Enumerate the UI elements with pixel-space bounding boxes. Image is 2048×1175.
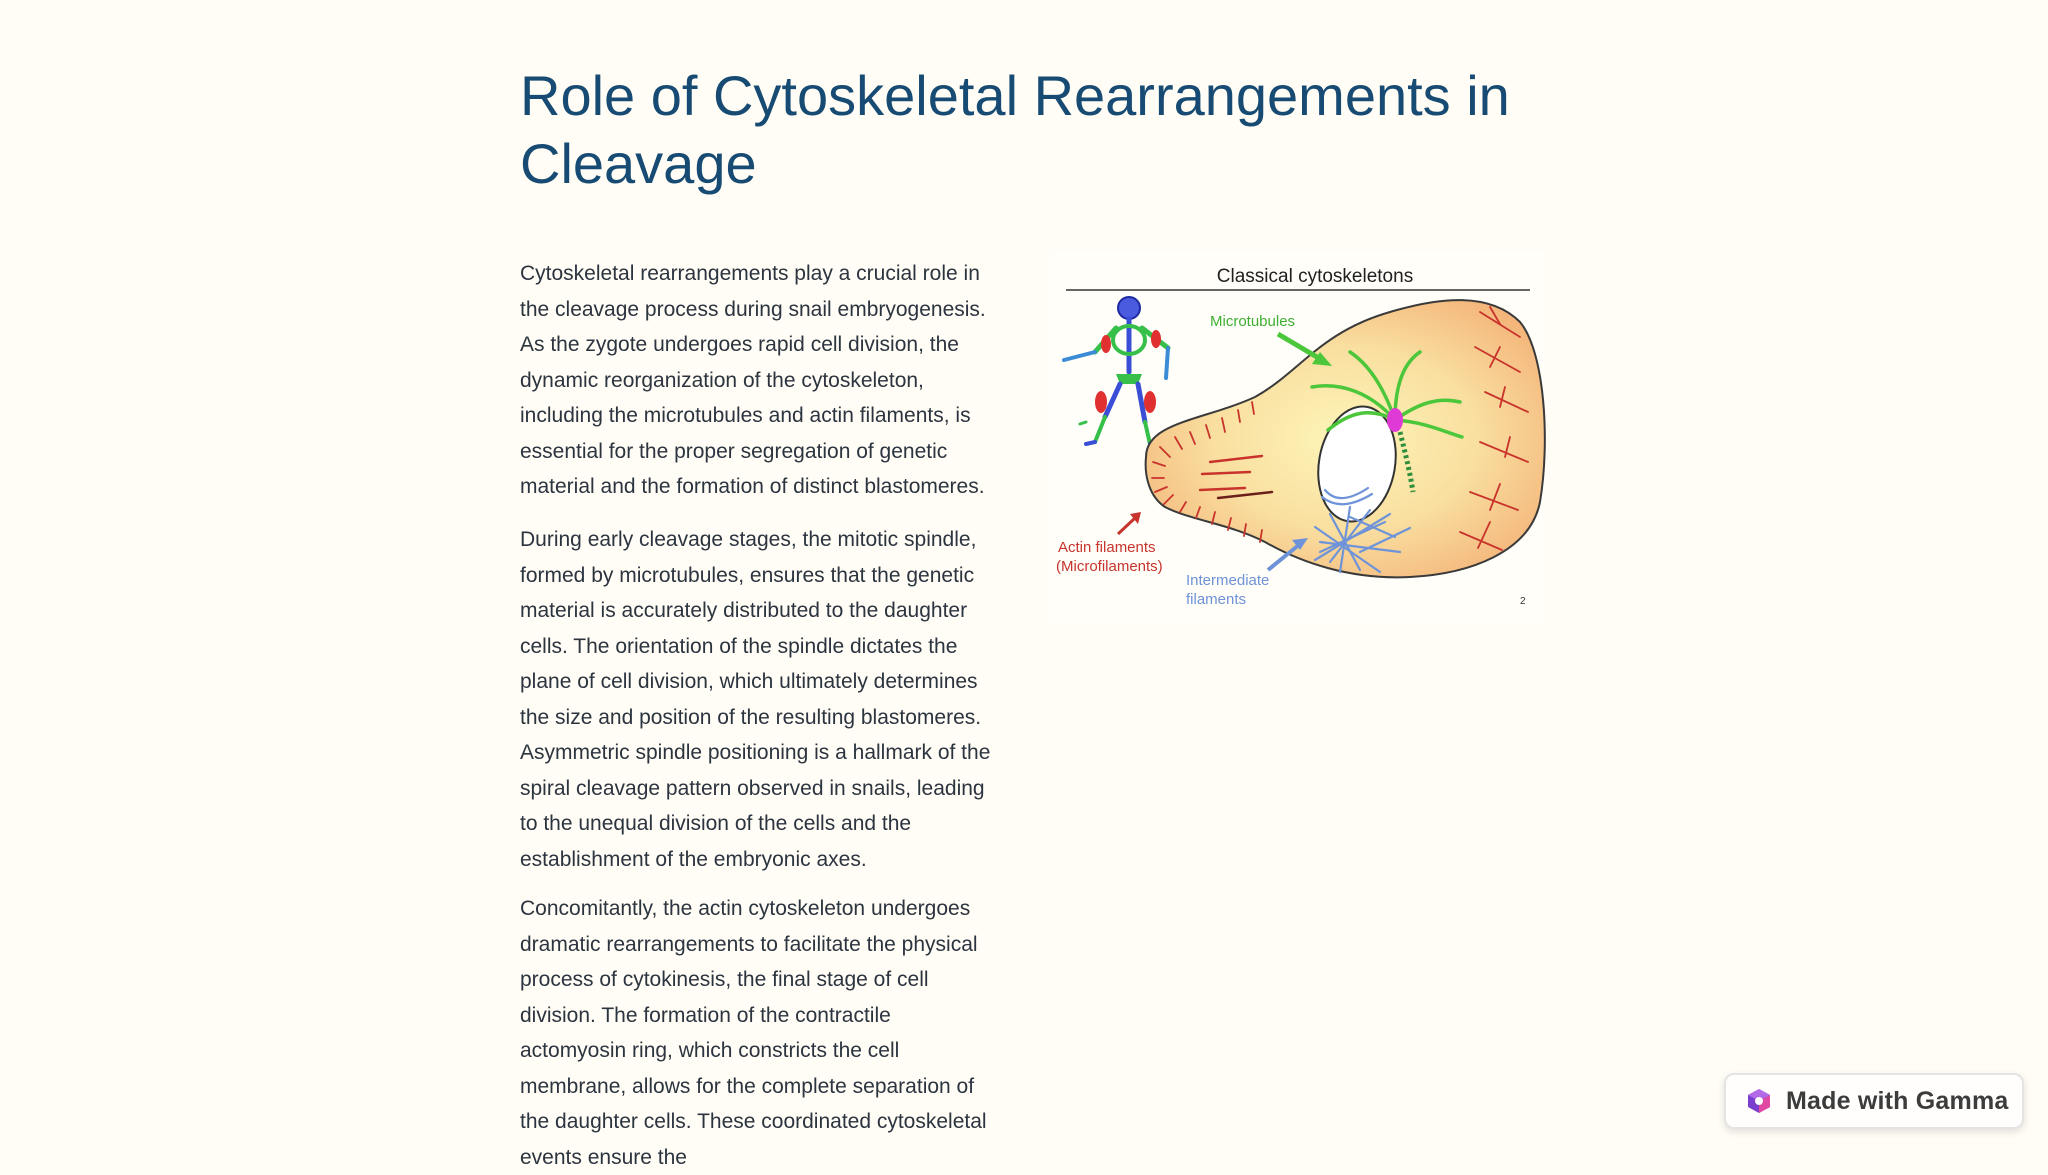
label-intermediate-line2: filaments [1186,591,1247,608]
paragraph-actin-cytoskeleton: Concomitantly, the actin cytoskeleton undergoes dramatic rearrangements to facilitate the physical process of cytokinesis, the final stage of cell division. The formation of the contractile actomyosin ring, which constricts the cell membrane, allows for the complete separation of the daughter cells. These coordinated cytoskeletal events ensure the [520,897,987,1169]
slide-title: Role of Cytoskeletal Rearrangements in Cleavage [520,64,1510,195]
label-microtubules: Microtubules [1210,313,1296,330]
cytoskeleton-diagram [1050,252,1544,622]
skeleton-icon [1064,297,1168,444]
gamma-logo-icon [1746,1088,1772,1114]
made-with-gamma-badge[interactable] [1724,1073,2024,1129]
label-actin-line1: Actin filaments [1058,539,1156,556]
figure-page-number: 2 [1520,596,1526,607]
actin-arrow [1118,512,1141,534]
badge-label: Made with Gamma [1786,1086,2009,1115]
paragraph-cytoskeletal-rearrangements: Cytoskeletal rearrangements play a crucial role in the cleavage process during snail embryogenesis. As the zygote undergoes rapid cell division, the dynamic reorganization of the cytoskeleton, including the microtubules and actin filaments, is essential for the proper segregation of genetic material and the formation of distinct blastomeres. [520,262,986,498]
cytoskeleton-figure [1050,252,1544,622]
centrosome [1387,408,1403,432]
label-intermediate-line1: Intermediate [1186,572,1270,589]
paragraph-mitotic-spindle: During early cleavage stages, the mitotic spindle, formed by microtubules, ensures that the genetic material is accurately distributed to the daughter cells. The orientation of the spindle dictates the plane of cell division, which ultimately determines the size and position of the resulting blastomeres. Asymmetric spindle positioning is a hallmark of the spiral cleavage pattern observed in snails, leading to the unequal division of the cells and the establishment of the embryonic axes. [520,528,991,871]
label-actin-line2: (Microfilaments) [1056,558,1163,575]
figure-title: Classical cytoskeletons [1216,266,1414,287]
